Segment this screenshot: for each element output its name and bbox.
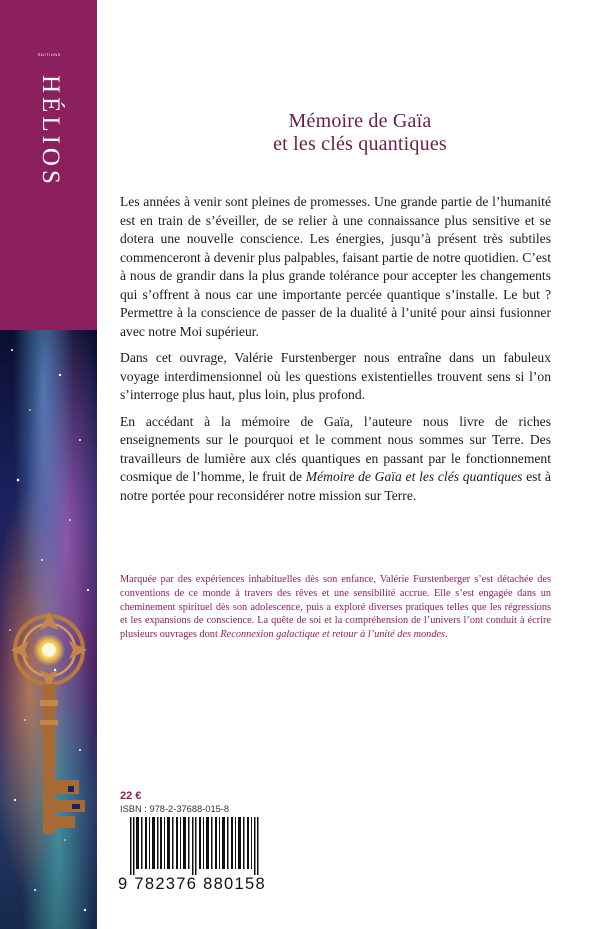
publisher-band (0, 0, 97, 330)
barcode-digits: 9 782376 880158 (118, 875, 266, 893)
bio-text: Marquée par des expériences inhabituelles dès son enfance, Valérie Furstenberger s’est détachée des conventions de ce monde à travers des rêves et une sensibilité accrue. Elle s’est engagée dans un cheminement spirituel dès son adolescence, puis a exploré diverses pratiques telles que les régressions et les expansions de conscience. La quête de soi et la compréhension de l’univers l’ont conduit à écrire plusieurs ouvrages dont (120, 574, 551, 641)
p3-text-end: est à notre portée pour reconsidérer notre mission sur Terre. (120, 469, 552, 503)
synopsis-paragraph-3 (120, 413, 551, 506)
synopsis-paragraph-2: Dans cet ouvrage, Valérie Furstenberger nous entraîne dans un fabuleux voyage interdimensionnel où les questions existentielles trouvent sens si l’on s’interroge plus haut, plus loin, plus profond. (120, 350, 551, 402)
p3-book-title: Mémoire de Gaïa et les clés quantiques (305, 469, 523, 484)
barcode (118, 817, 280, 897)
synopsis-paragraph-1: Les années à venir sont pleines de promesses. Une grande partie de l’humanité est en train de s’éveiller, de se relier à une connaissance plus sensitive et se dotera une nouvelle conscience. Les énergies, jusqu’à présent très subtiles commenceront à devenir plus palpables, faisant partie de notre quotidien. C’est à nous de grandir dans la plus grande tolérance pour accepter les changements qui s’offrent à nous car une importante percée quantique s’installe. Le but ? Permettre à la conscience de passer de la dualité à l’unité pour ainsi fusionner avec notre Moi supérieur. (120, 194, 551, 339)
bio-end: . (445, 629, 448, 641)
title-line-2: et les clés quantiques (273, 133, 447, 155)
synopsis (120, 193, 551, 513)
author-bio (120, 573, 551, 642)
golden-key-illustration (2, 590, 102, 860)
price: 22 € (120, 790, 142, 802)
barcode-bars (118, 817, 280, 875)
book-title (200, 110, 520, 156)
p3-text-start: En accédant à la mémoire de Gaïa, l’auteure nous livre de riches enseignements sur le pourquoi et le comment nous sommes sur Terre. Des travailleurs de lumière aux clés quantiques en passant par le fonctionnement cosmique de l’homme, le fruit de (120, 413, 551, 484)
bio-other-book: Reconnexion galactique et retour à l’unité des mondes (220, 629, 446, 641)
title-line-1: Mémoire de Gaïa (288, 110, 432, 132)
publisher-editions-label: ÉDITIONS (38, 52, 61, 57)
publisher-logo: HÉLIOS (37, 75, 64, 188)
isbn: ISBN : 978-2-37688-015-8 (120, 804, 230, 814)
